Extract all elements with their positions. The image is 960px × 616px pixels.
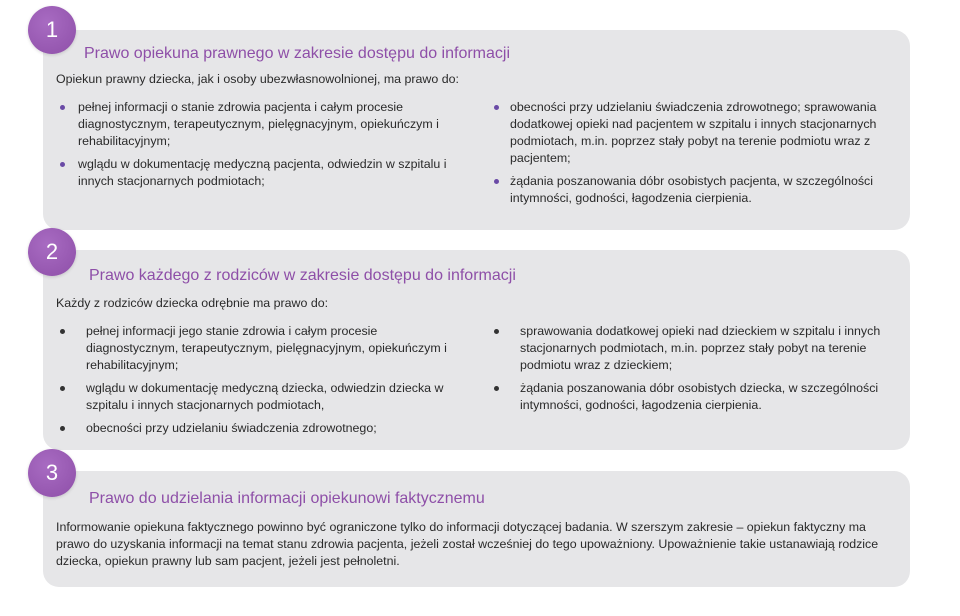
section-2-intro: Każdy z rodziców dziecka odrębnie ma prawo do: [56, 296, 329, 310]
section-2-number-badge: 2 [28, 228, 76, 276]
list-item: sprawowania dodatkowej opieki nad dzieckiem w szpitalu i innych stacjonarnych podmiotach, m.in. poprzez stały pobyt na terenie podmiotu wraz z dzieckiem; [492, 323, 902, 374]
section-2-left-list [58, 323, 463, 443]
section-1-left-list [58, 99, 468, 196]
section-1-title: Prawo opiekuna prawnego w zakresie dostępu do informacji [84, 45, 511, 62]
section-1-right-list [492, 99, 902, 213]
section-1-intro: Opiekun prawny dziecka, jak i osoby ubezwłasnowolnionej, ma prawo do: [56, 72, 459, 86]
section-1-number-badge: 1 [28, 6, 76, 54]
section-1-panel [43, 30, 910, 230]
list-item: wglądu w dokumentację medyczną dziecka, odwiedzin dziecka w szpitalu i innych stacjonarnych podmiotach, [58, 380, 463, 414]
section-3-number-badge: 3 [28, 449, 76, 497]
list-item: obecności przy udzielaniu świadczenia zdrowotnego; [58, 420, 463, 437]
section-2-title: Prawo każdego z rodziców w zakresie dostępu do informacji [89, 267, 516, 284]
list-item: pełnej informacji o stanie zdrowia pacjenta i całym procesie diagnostycznym, terapeutycznym, pielęgnacyjnym, opiekuńczym i rehabilitacyjnym; [58, 99, 468, 150]
list-item: wglądu w dokumentację medyczną pacjenta, odwiedzin w szpitalu i innych stacjonarnych podmiotach; [58, 156, 468, 190]
section-3-title: Prawo do udzielania informacji opiekunowi faktycznemu [89, 490, 485, 507]
section-2-panel [43, 250, 910, 450]
section-3-paragraph: Informowanie opiekuna faktycznego powinno być ograniczone tylko do informacji dotyczącej badania. W szerszym zakresie – opiekun faktyczny ma prawo do uzyskania informacji na temat stanu zdrowia pacjenta, jeżeli został wcześniej do tego upoważniony. Upoważnienie takie ustanawiają rodzice dziecka, opiekun prawny lub sam pacjent, jeżeli jest pełnoletni. [56, 520, 879, 568]
list-item: pełnej informacji jego stanie zdrowia i całym procesie diagnostycznym, terapeutycznym, pielęgnacyjnym, opiekuńczym i rehabilitacyjnym; [58, 323, 463, 374]
section-3-panel [43, 471, 910, 587]
list-item: żądania poszanowania dóbr osobistych pacjenta, w szczególności intymności, godności, łagodzenia cierpienia. [492, 173, 902, 207]
section-2-right-list [492, 323, 902, 420]
list-item: obecności przy udzielaniu świadczenia zdrowotnego; sprawowania dodatkowej opieki nad pacjentem w szpitalu i innych stacjonarnych podmiotach, m.in. poprzez stały pobyt na terenie podmiotu wraz z pacjentem; [492, 99, 902, 167]
list-item: żądania poszanowania dóbr osobistych dziecka, w szczególności intymności, godności, łagodzenia cierpienia. [492, 380, 902, 414]
